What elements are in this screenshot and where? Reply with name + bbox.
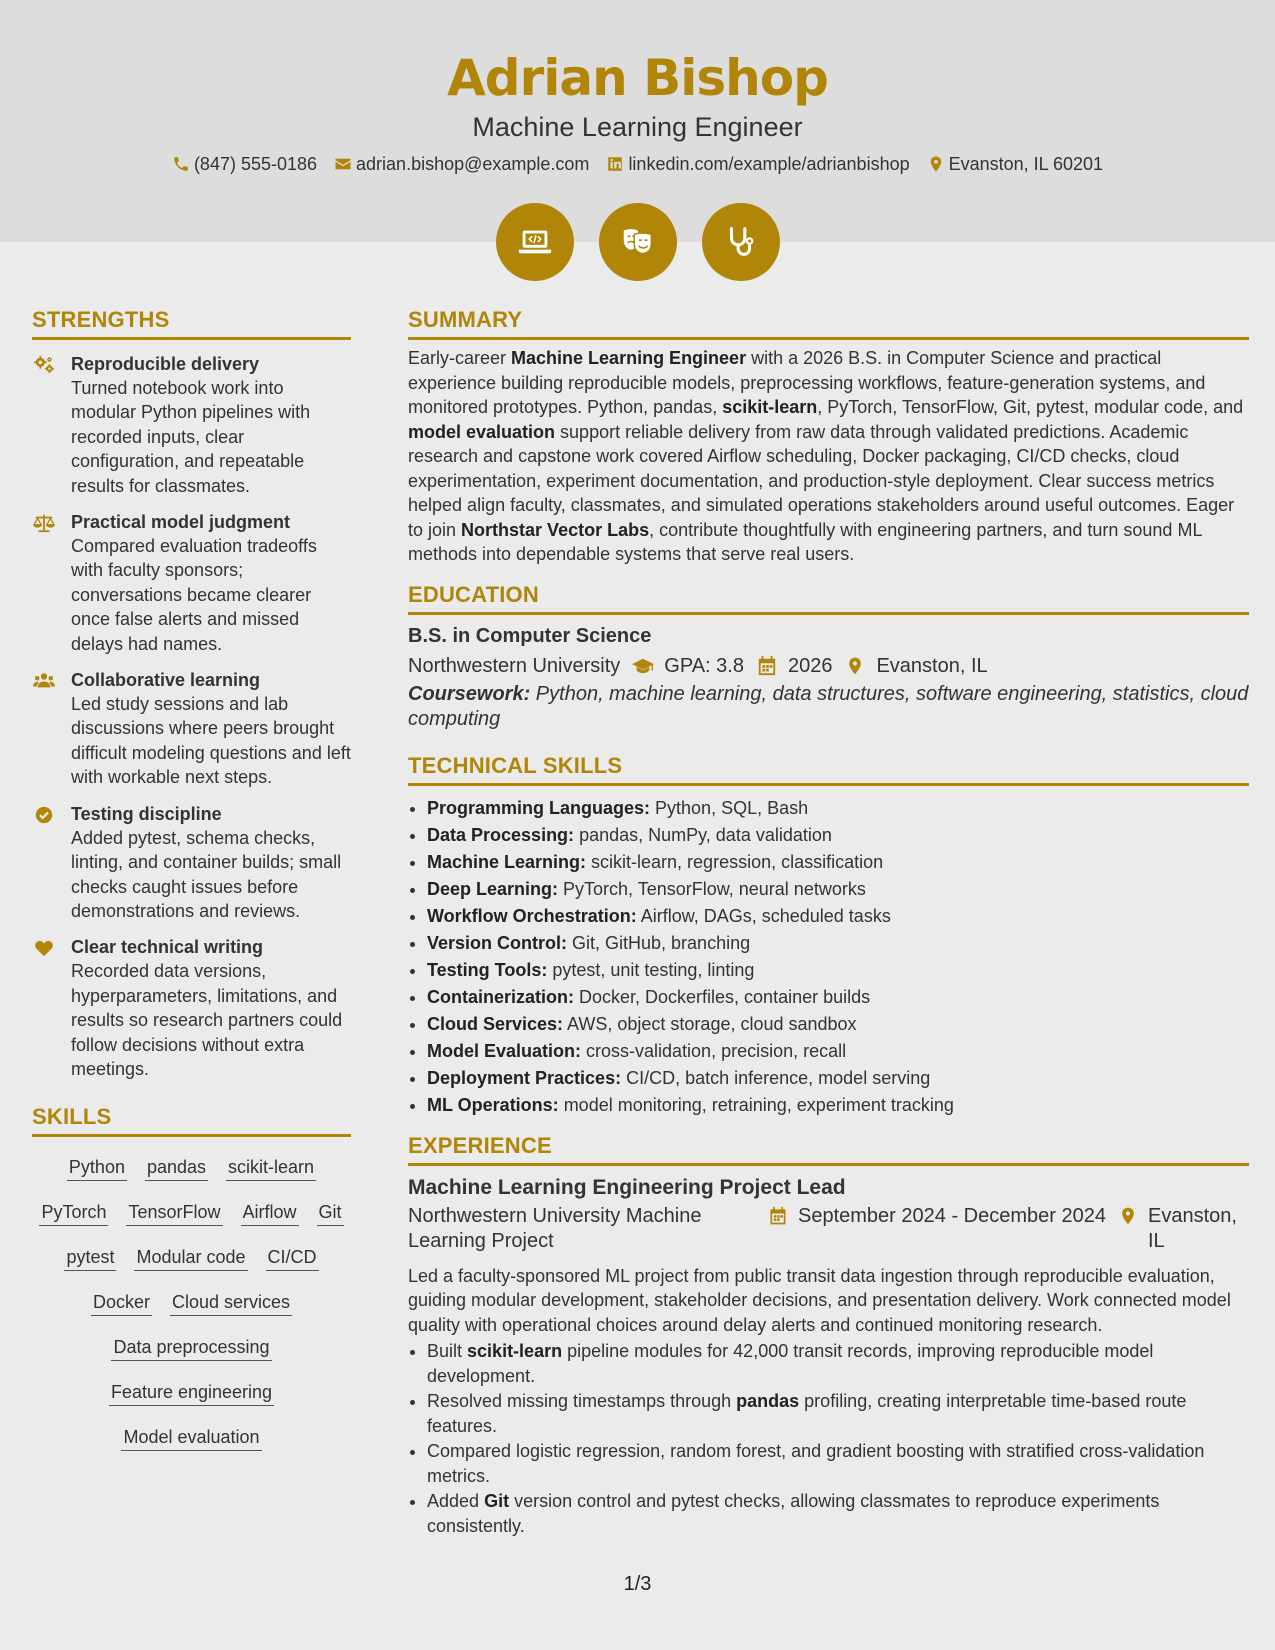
contact-linkedin[interactable] (606, 152, 909, 176)
skill-tag: Python (67, 1155, 127, 1181)
list-item (427, 1038, 1249, 1065)
skill-label: Testing Tools: (427, 959, 548, 980)
candidate-name: Adrian Bishop (447, 49, 828, 107)
skill-value: pandas, NumPy, data validation (574, 824, 832, 845)
skill-tag: TensorFlow (126, 1200, 222, 1226)
summary-segment: support reliable delivery from raw data through validated predictions. Academic research and capstone work covered Airflow scheduling, Docker packaging, CI/CD checks, cloud experimentation, experiment documentation, and production-style deployment. Clear success metrics helped align faculty, classmates, and simulated operations stakeholders around useful outcomes. Eager to join (408, 421, 1235, 540)
strength-desc: Compared evaluation tradeoffs with faculty sponsors; conversations became clearer once false alerts and missed delays had names. (71, 536, 317, 654)
strength-desc: Turned notebook work into modular Python pipelines with recorded inputs, clear configuration, and repeatable results for classmates. (71, 378, 311, 496)
list-item (427, 1439, 1249, 1488)
list-item (427, 1011, 1249, 1038)
summary-highlight: model evaluation (408, 421, 556, 442)
strengths-heading: STRENGTHS (32, 306, 351, 340)
gpa-text: GPA: 3.8 (664, 654, 744, 677)
skill-tag: CI/CD (266, 1245, 319, 1271)
skill-value: cross-validation, precision, recall (581, 1040, 847, 1061)
skill-tag: Data preprocessing (111, 1335, 271, 1361)
stethoscope-icon (722, 223, 760, 261)
linkedin-icon (606, 155, 624, 173)
coursework-label: Coursework: (408, 682, 531, 705)
skill-label: Workflow Orchestration: (427, 905, 637, 926)
skill-label: Deployment Practices: (427, 1067, 622, 1088)
list-item (427, 930, 1249, 957)
right-column (408, 306, 1249, 1538)
skill-value: Airflow, DAGs, scheduled tasks (636, 905, 891, 926)
skill-tag: scikit-learn (226, 1155, 316, 1181)
list-item (427, 903, 1249, 930)
skill-value: scikit-learn, regression, classification (586, 851, 884, 872)
heart-icon (32, 938, 56, 958)
list-item (427, 876, 1249, 903)
experience-description: Led a faculty-sponsored ML project from public transit data ingestion through reproducible evaluation, guiding modular development, stakeholder decisions, and presentation delivery. Work connected model quality with operational choices around delay alerts and continued monitoring research. (408, 1265, 1231, 1335)
bullet-segment: version control and pytest checks, allowing classmates to reproduce experiments consistently. (427, 1491, 1160, 1536)
summary-segment: Early-career (408, 348, 512, 368)
strength-desc: Recorded data versions, hyperparameters, limitations, and results so research partners could follow decisions without extra meetings. (71, 961, 343, 1079)
skill-tag: Docker (91, 1290, 152, 1316)
skill-label: Containerization: (427, 986, 574, 1007)
graduation-cap-icon (632, 656, 654, 676)
skill-tag: Feature engineering (109, 1380, 274, 1406)
skill-label: Machine Learning: (427, 851, 587, 872)
school-location: Evanston, IL (876, 654, 988, 677)
circle-check-icon (32, 805, 56, 825)
graduation-year: 2026 (787, 654, 833, 677)
list-item (427, 1339, 1249, 1388)
skill-label: Deep Learning: (427, 878, 559, 899)
skill-tag: pandas (145, 1155, 208, 1181)
summary-heading: SUMMARY (408, 306, 1249, 340)
strength-title: Collaborative learning (71, 670, 261, 691)
strength-item (32, 802, 351, 924)
skill-value: CI/CD, batch inference, model serving (621, 1067, 931, 1088)
bullet-segment: Resolved missing timestamps through (427, 1391, 737, 1411)
contact-bar (0, 152, 1275, 176)
skill-tag: pytest (64, 1245, 116, 1271)
skill-tag: Cloud services (170, 1290, 292, 1316)
email-text: adrian.bishop@example.com (356, 154, 590, 174)
skill-tag: PyTorch (39, 1200, 108, 1226)
list-item (427, 1389, 1249, 1438)
technical-skills-heading: TECHNICAL SKILLS (408, 752, 1249, 786)
skill-value: AWS, object storage, cloud sandbox (563, 1013, 857, 1034)
coursework (408, 682, 1249, 732)
strength-title: Testing discipline (71, 803, 222, 824)
summary-highlight: Northstar Vector Labs (461, 519, 650, 540)
location-pin-icon (1118, 1206, 1138, 1226)
technical-skills-list (408, 795, 1249, 1119)
skill-label: ML Operations: (427, 1094, 559, 1115)
bullet-segment: Built (427, 1341, 468, 1361)
summary-highlight: scikit-learn (722, 397, 818, 417)
skill-value: PyTorch, TensorFlow, neural networks (558, 878, 866, 899)
skill-tag: Model evaluation (121, 1425, 261, 1451)
skill-label: Version Control: (427, 932, 568, 953)
experience-location-text: Evanston, IL (1148, 1204, 1237, 1252)
strength-desc: Led study sessions and lab discussions where peers brought difficult modeling questions and left with workable next steps. (71, 694, 351, 788)
bullet-segment: pipeline modules for 42,000 transit records, improving reproducible model development. (427, 1341, 1154, 1386)
skill-value: Git, GitHub, branching (567, 932, 751, 953)
strength-item (32, 510, 351, 656)
strength-desc: Added pytest, schema checks, linting, and container builds; small checks caught issues before demonstrations and reviews. (71, 827, 342, 921)
strength-item (32, 668, 351, 790)
contact-phone[interactable] (172, 152, 317, 176)
experience-bullets (408, 1339, 1249, 1538)
skill-label: Programming Languages: (427, 797, 651, 818)
bullet-highlight: pandas (736, 1391, 800, 1411)
experience-location (1118, 1204, 1249, 1254)
bullet-segment: Compared logistic regression, random forest, and gradient boosting with stratified cross-validation metrics. (427, 1441, 1205, 1486)
contact-email[interactable] (334, 152, 589, 176)
strength-item (32, 352, 351, 498)
summary-segment: with a 2026 B.S. in Computer Science and practical experience building reproducible models, preprocessing workflows, feature-generation systems, and monitored prototypes. Python, pandas, (408, 348, 1206, 417)
location-text: Evanston, IL 60201 (948, 154, 1104, 174)
summary-segment: , PyTorch, TensorFlow, Git, pytest, modular code, and (817, 397, 1244, 417)
bullet-highlight: scikit-learn (467, 1341, 563, 1361)
list-item (427, 795, 1249, 822)
bullet-highlight: Git (484, 1491, 510, 1511)
summary-text (408, 346, 1249, 567)
school-name: Northwestern University (408, 654, 621, 677)
masks-theater-badge (599, 203, 677, 281)
skill-label: Data Processing: (427, 824, 575, 845)
experience-dates (768, 1204, 1118, 1254)
list-item (427, 822, 1249, 849)
skill-tags (32, 1155, 351, 1451)
laptop-code-badge (496, 203, 574, 281)
bullet-segment: profiling, creating interpretable time-based route features. (427, 1391, 1187, 1436)
gears-icon (32, 355, 56, 375)
phone-icon (172, 155, 190, 173)
role-title: Machine Learning Engineering Project Lead (408, 1175, 846, 1199)
education-meta (408, 652, 1249, 680)
strength-title: Practical model judgment (71, 512, 291, 533)
users-icon (32, 671, 56, 691)
skill-tag: Git (317, 1200, 344, 1226)
badge-row (0, 203, 1275, 281)
degree-title: B.S. in Computer Science (408, 624, 652, 647)
coursework-list: Python, machine learning, data structures, software engineering, statistics, cloud computing (408, 682, 1249, 730)
summary-segment: , contribute thoughtfully with engineering partners, and turn sound ML methods into dependable systems that serve real users. (408, 519, 1202, 564)
left-column (32, 306, 351, 1451)
calendar-icon (756, 656, 778, 676)
skill-label: Cloud Services: (427, 1013, 564, 1034)
skill-tag: Airflow (241, 1200, 299, 1226)
experience-heading: EXPERIENCE (408, 1132, 1249, 1166)
list-item (427, 957, 1249, 984)
skill-value: model monitoring, retraining, experiment tracking (558, 1094, 954, 1115)
laptop-code-icon (516, 223, 554, 261)
skill-value: pytest, unit testing, linting (547, 959, 755, 980)
experience-dates-text: September 2024 - December 2024 (798, 1204, 1106, 1227)
contact-location (927, 152, 1103, 176)
skill-tag: Modular code (134, 1245, 247, 1271)
scale-balanced-icon (32, 513, 56, 533)
linkedin-text: linkedin.com/example/adrianbishop (628, 154, 910, 174)
skill-value: Python, SQL, Bash (650, 797, 809, 818)
calendar-icon (768, 1206, 788, 1226)
phone-text: (847) 555-0186 (193, 154, 318, 174)
strength-title: Reproducible delivery (71, 354, 260, 374)
candidate-title: Machine Learning Engineer (472, 112, 803, 142)
strength-item (32, 935, 351, 1081)
list-item (427, 1065, 1249, 1092)
masks-theater-icon (619, 223, 657, 261)
experience-meta (408, 1204, 1249, 1254)
page-number: 1/3 (623, 1573, 652, 1595)
skills-heading: SKILLS (32, 1103, 351, 1137)
list-item (427, 1092, 1249, 1119)
envelope-icon (334, 155, 352, 173)
stethoscope-badge (702, 203, 780, 281)
list-item (427, 849, 1249, 876)
skill-value: Docker, Dockerfiles, container builds (574, 986, 871, 1007)
list-item (427, 984, 1249, 1011)
strength-title: Clear technical writing (71, 937, 264, 958)
summary-highlight: Machine Learning Engineer (511, 348, 747, 368)
education-heading: EDUCATION (408, 581, 1249, 615)
bullet-segment: Added (427, 1491, 485, 1511)
skill-label: Model Evaluation: (427, 1040, 582, 1061)
experience-org: Northwestern University Machine Learning Project (408, 1204, 702, 1252)
location-pin-icon (927, 155, 945, 173)
list-item (427, 1489, 1249, 1538)
location-pin-icon (844, 656, 866, 676)
